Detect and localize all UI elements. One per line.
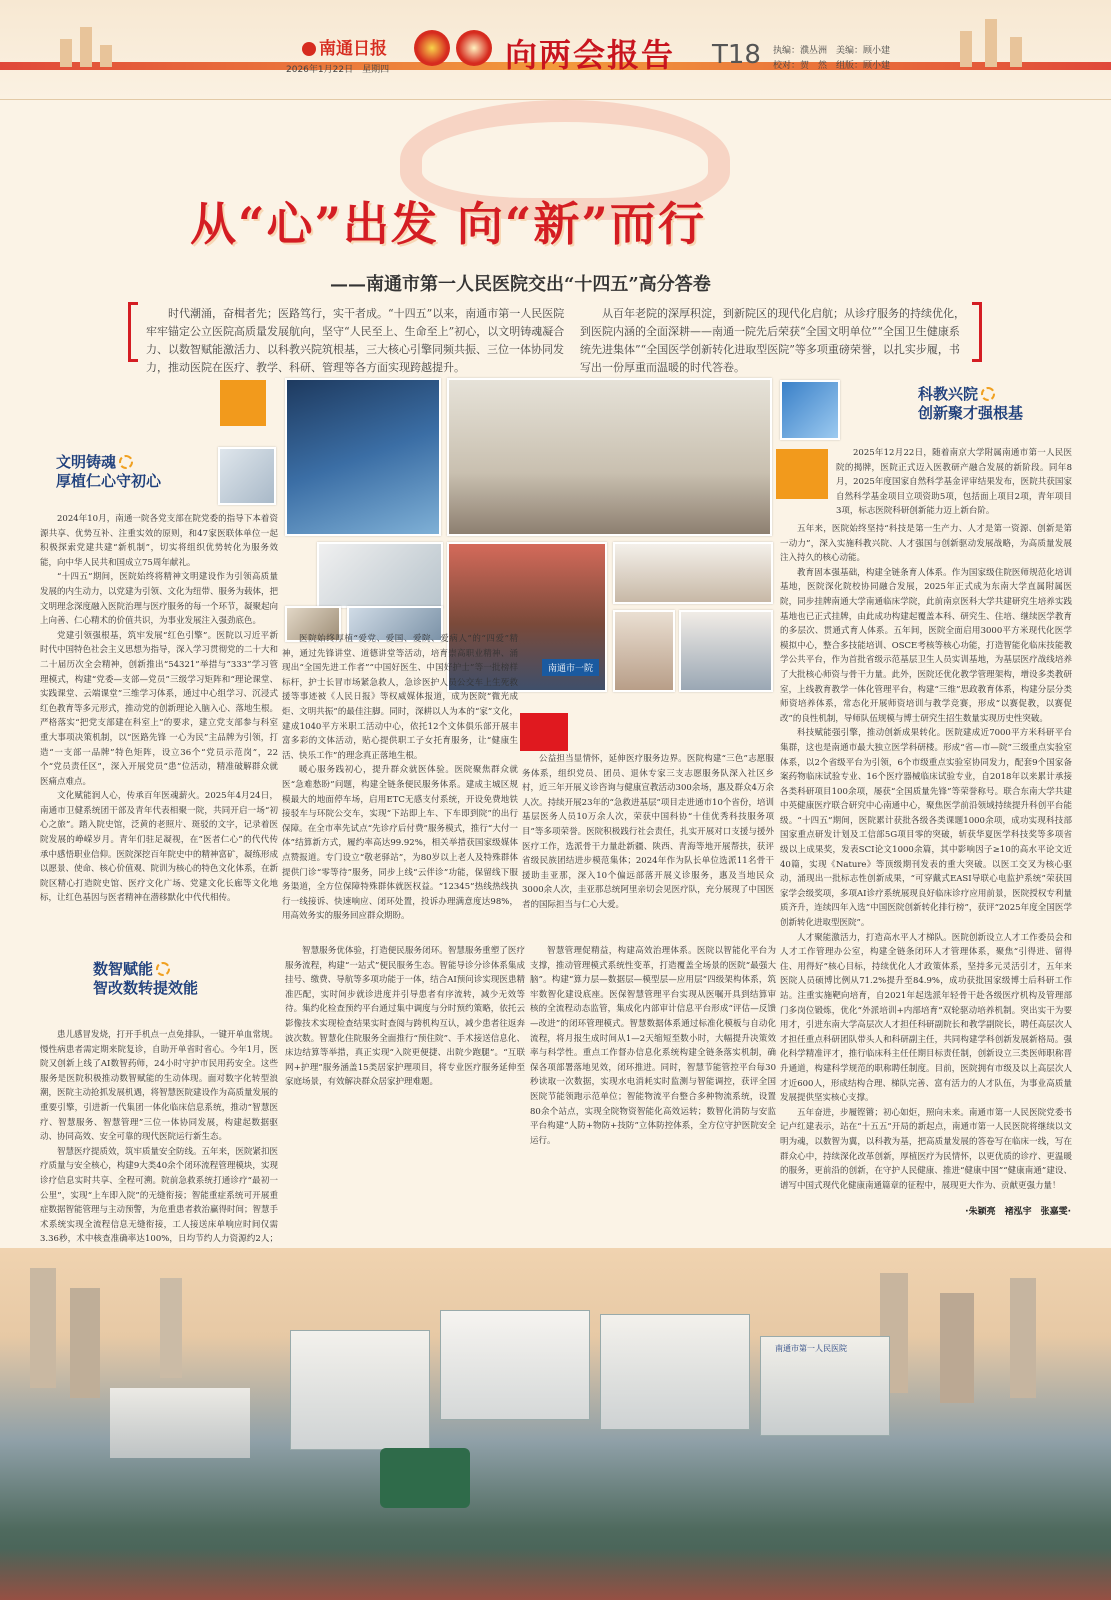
intro-right: 从百年老院的深厚积淀，到新院区的现代化启航；从诊疗服务的持续优化，到医院内涵的全面深耕——南通一院先后荣获“全国文明单位”“全国卫生健康系统先进集体”“全国医学创新转化进取型医院”等多项重磅荣誉，以扎实步履，书写出一份厚重而温暖的时代答卷。: [580, 307, 965, 374]
intro-bracket-left: [128, 302, 138, 362]
paragraph: 科技赋能强引擎，推动创新成果转化。医院建成近7000平方米科研平台集群，这也是南通市最大独立医学科研楼。形成“省—市—院”三级重点实验室体系，以2个省级平台为引领，6个市级重点实验室协同发力，配套9个国家备案药物临床试验专业、16个医疗器械临床试验专业，自2018年以来累计承接各类科研项目100余项，屡获“全国质量先锋”等荣誉称号。联合东南大学共建中英健康医疗联合研究中心南通中心，聚焦医学前沿领域持续提升科创平台能级。“十四五”期间，医院累计获批各级各类课题1000余项，成功实现科技部国家重点研发计划及工信部5G项目零的突破，斩获华夏医学科技奖等多项省级以上成果奖，发表SCI论文1000余篇，其中影响因子≥10的高水平论文近40篇，实现《Nature》等顶级期刊发表的重大突破。以医工交叉为核心驱动，涌现出一批标志性创新成果，“可穿戴式EASI导联心电监护系统”荣获国家学会级奖项，多项AI诊疗系统展现良好临床诊疗应用前景，医院授权专利量质齐升，连续四年入选“中国医院创新转化排行榜”，获评“2025年度全国医学创新转化进取型医院”。: [780, 728, 1072, 929]
skyline-decoration: [960, 31, 972, 67]
masthead: [0, 0, 1111, 100]
photo-clinic: [317, 542, 443, 608]
paragraph: 公益担当显情怀，延伸医疗服务边界。医院构建“三色”志愿服务体系，组织党员、团员、退休专家三支志愿服务队深入社区乡村，近三年开展义诊咨询与健康宣教活动300余场，惠及群众4万余人次。持续开展23年的“急救进基层”项目走进通市10个省份，培训基层医务人员10万余人次，荣获中国科协“十佳优秀科技服务项目”等多项荣誉。医院积极践行社会责任，扎实开展对口支援与援外医疗工作，选派骨干力量赴新疆、陕西、青海等地开展帮扶，获评省级民族团结进步模范集体；2024年作为队长单位选派11名骨干援助圭亚那，深入10个偏远部落开展义诊服务，惠及当地民众3000余人次，圭亚那总统阿里亲切会见医疗队，充分展现了中国医者的国际担当与仁心大爱。: [522, 754, 774, 910]
skyline-decoration: [80, 27, 92, 67]
sun-icon: [156, 962, 170, 976]
city-tower: [30, 1268, 56, 1388]
sun-icon: [981, 387, 995, 401]
hospital-building: [110, 1388, 250, 1458]
orange-block: [220, 380, 266, 426]
science-column: [780, 522, 1072, 1202]
photo-awards: [780, 380, 840, 440]
sun-icon: [119, 455, 133, 469]
cppcc-emblem-icon: [456, 30, 492, 66]
national-emblem-icon: [414, 30, 450, 66]
culture-column-2: [282, 632, 518, 924]
section-heading-science: 科教兴院 创新聚才强根基: [918, 385, 1024, 422]
digital-column-2: [285, 944, 525, 1244]
photo-history-museum: [447, 378, 772, 536]
city-tower: [160, 1278, 182, 1378]
skyline-decoration: [1010, 37, 1022, 67]
photo-campus-hall: [613, 542, 773, 604]
culture-column-1: [40, 512, 278, 924]
footer-band: [0, 1548, 1111, 1600]
paragraph: 智慧管理促精益，构建高效治理体系。医院以智能化平台为支撑，推动管理模式系统性变革，打造覆盖全场景的医院“最强大脑”。构建“算力层—数据层—模型层—应用层”四级架构体系，筑牢数智化建设底座。医保智慧管理平台实现从医嘱开具到结算审核的全流程动态监管，集成化内部审计信息平台形成“评估—反馈—改进”的闭环管理模式。智慧数据体系通过标准化模板与自动化流程，将月报生成时间从1—2天缩短至数小时，大幅提升决策效率与科学性。重点工作督办信息化系统构建全链条落实机制，确保各项部署落地见效，闭环推进。同时，智慧节能管控平台每30秒读取一次数据，实现水电消耗实时监测与智能调控，获评全国医院节能领跑示范单位；智能物流平台整合多种物流系统，设置80余个站点，实现全院物资智能化高效运转；数智化消防与安监平台构建“人防+物防+技防”立体防控体系，全方位守护医院安全运行。: [530, 946, 776, 1146]
paragraph: 文化赋能润人心，传承百年医魂薪火。2025年4月24日，南通市卫健系统团干部及青年代表相聚一院，共同开启一场“初心之旅”。踏入院史馆，泛黄的老照片、斑驳的文字，记录着医院发展的峥嵘岁月。青年们驻足凝视，在“医者仁心”的代代传承中感悟职业信仰。医院深挖百年院史中的精神富矿，凝练形成以愿景、使命、核心价值观、院训为核心的特色文化体系，在新院区精心打造院史馆、医疗文化广场、党建文化长廊等文化地标，让红色基因与医者精神在潜移默化中代代相传。: [40, 791, 279, 904]
building-sign: 南通市第一人民医院: [775, 1344, 847, 1353]
paragraph: 医院始终厚植“爱党、爱国、爱院、爱病人”的“四爱”精神，通过先锋讲堂、道德讲堂等活动，培育崇高职业精神、涌现出“全国先进工作者”“中国好医生、中国好护士”等一批榜样标杆，护士长冒市场紧急救人，急诊医护人员公交车上生死救援等事迹被《人民日报》等权威媒体报道，成为医院“微光成炬、文明共振”的最佳注脚。同时，深耕以人为本的“家”文化，建成1040平方米职工活动中心，依托12个文体俱乐部开展丰富多彩的文体活动，贴心提供职工子女托育服务，让“健康生活、快乐工作”的理念真正落地生根。: [282, 634, 518, 761]
paragraph: 暖心服务践初心，提升群众就医体验。医院聚焦群众就医“急难愁盼”问题，构建全链条便民服务体系。建成主城区规模最大的地面停车场，启用ETC无感支付系统，开设免费地铁接驳车与环院公交车，实现“下站即上车、下车即到院”的出行保障。在全市率先试点“先诊疗后付费”服务模式，推行“大付一体”结算新方式，履约率高达99.92%，相关举措获国家级媒体点赞报道。专门设立“敬老驿站”，为80岁以上老人及特殊群体提供门诊“零等待”服务，同步上线“云伴诊”功能，保留线下服务渠道，全方位保障特殊群体就医权益。“12345”热线热线执行一线接诉、快速响应、闭环处置，投诉办理满意度达98%，用高效务实的服务回应群众期盼。: [282, 765, 518, 922]
paragraph: 智慧医疗提质效，筑牢质量安全防线。五年来，医院紧扣医疗质量与安全核心，构建9大类40余个闭环流程管理模块，实现诊疗信息实时共享、全程可溯。院前急救系统打通诊疗“最初一公里”，实现“上车即入院”的无缝衔接；智能重症系统可开展重症数据智能管理与主动预警，为危重患者救治赢得时间；智慧手术系统实现全流程信息无缝衔接，工人接送床单响应时间仅需3.36秒，术中核查准确率达100%，日均节约人力资源约2人；: [40, 1146, 279, 1245]
paragraph: 智慧服务优体验，打造便民服务闭环。智慧服务重塑了医疗服务流程，构建“一站式”便民服务生态。智能导诊分诊体系集成挂号、缴费、导航等多项功能于一体，结合AI预问诊实现医患精准匹配，实时间步就诊进度并引导患者有序流转，减少无效等待。集约化检查预约平台通过集中调度与分时预约策略，依托云影像技术实现检查结果实时查阅与跨机构互认，减少患者往返奔波次数。智慧化住院服务全面推行“预住院”、手术接送信息化、床边结算等举措，真正实现“入院更便捷、出院少跑腿”。“互联网+护理”服务涵盖15类居家护理项目，将专业医疗服务延伸至家庭场景，有效解决群众居家护理难题。: [285, 946, 525, 1088]
city-tower: [70, 1288, 100, 1398]
intro-bracket-right: [972, 302, 982, 362]
hospital-building: [760, 1336, 890, 1436]
city-tower: [940, 1293, 974, 1403]
photo-lab-worker: [218, 447, 276, 505]
issue-date: 2026年1月22日 星期四: [286, 65, 390, 75]
paragraph: 患儿感冒发烧，打开手机点一点免排队，一键开单血常规。慢性病患者需定期来院复诊，自助开单省时省心。今年1月，医院又创新上线了AI数智药师，24小时守护市民用药安全。这些服务是医院积极推动数智赋能的生动体现。面对数字化转型浪潮，医院主动抢抓发展机遇，将智慧医院建设作为高质量发展的重要引擎，引进新一代集团一体化临床信息系统，推动“智慧医疗、智慧服务、智慧管理”三位一体协同发展，构建起数据驱动、协同高效、安全可靠的现代医院运行新生态。: [40, 1030, 279, 1143]
intro-left: 时代潮涌，奋楫者先；医路笃行，实干者成。“十四五”以来，南通市第一人民医院牢牢锚定公立医院高质量发展航向，坚守“人民至上、生命至上”初心，以文明铸魂凝合力、以数智赋能激活力、以科教兴院筑根基，三大核心引擎同频共振、三位一体协同发力，推动医院在医疗、教学、科研、管理等各方面实现跨越提升。: [146, 307, 565, 374]
digital-column-3: [530, 944, 776, 1244]
paragraph: 五年奋进，步履铿锵；初心如炬，照向未来。南通市第一人民医院党委书记卢红建表示，站在“十五五”开局的新起点，南通市第一人民医院将继续以文明为魂，以数智为翼，以科教为基，把高质量发展的答卷写在临床一线，写在群众心中，持续深化改革创新，厚植医疗为民情怀，以更优质的诊疗、更温暖的服务，更前沿的创新，在守护人民健康、推进“健康中国”“健康南通”建设、谱写中国式现代化健康南通篇章的征程中，展现更大作为、贡献更强力量！: [780, 1107, 1072, 1191]
hospital-building: [290, 1330, 430, 1450]
page-number: T18: [712, 40, 761, 70]
green-roof: [380, 1448, 470, 1508]
section-heading-culture: 文明铸魂 厚植仁心守初心: [56, 453, 162, 490]
newspaper-logo: 南通日报: [302, 34, 387, 59]
paragraph: 五年来，医院始终坚持“科技是第一生产力、人才是第一资源、创新是第一动力”，深入实施科教兴院、人才强国与创新驱动发展战略，为高质量发展注入持久的核心动能。: [780, 524, 1072, 564]
subheadline: ——南通市第一人民医院交出“十四五”高分答卷: [330, 274, 711, 295]
section-title: 向两会报告: [505, 36, 676, 74]
science-intro: [836, 446, 1072, 518]
editor-credits: 执编：濮丛洲 美编：顾小建 校对：贺 然 组版：顾小建: [773, 46, 891, 71]
photo-staff: [679, 610, 773, 692]
hospital-building: [440, 1310, 590, 1420]
hospital-building: [600, 1314, 750, 1430]
digital-column-1: [40, 1028, 278, 1244]
skyline-decoration: [100, 45, 112, 67]
photo-elderly-service: [613, 610, 675, 692]
paragraph: “十四五”期间，医院始终将精神文明建设作为引领高质量发展的内生动力，以党建为引领、文化为纽带、服务为载体，把文明理念深度融入医院治理与医疗服务的每一个环节，凝聚起向上向善、仁心精术的价值共识，为事业发展注入强劲底色。: [40, 572, 279, 627]
hospital-aerial-photo: [0, 1248, 1111, 1600]
hospital-sign: 南通市一院: [542, 659, 599, 676]
byline: ·朱颖亮 褚泓宇 张嘉雯·: [965, 1207, 1071, 1217]
red-block: [520, 713, 568, 751]
section-heading-digital: 数智赋能 智改数转提效能: [93, 960, 199, 997]
paragraph: 2025年12月22日，随着南京大学附属南通市第一人民医院的揭牌，医院正式迈入医教研产融合发展的新阶段。同年8月，2025年度国家自然科学基金评审结果发布，医院共获国家自然科学基金项目立项资助5项，包括面上项目2项，青年项目3项，标志医院科研创新能力迈上新台阶。: [836, 448, 1072, 517]
city-tower: [1010, 1278, 1036, 1398]
paragraph: 党建引领强根基，筑牢发展“红色引擎”。医院以习近平新时代中国特色社会主义思想为指导，深入学习贯彻党的二十大和二十届历次全会精神，创新推出“54321”举措与“333”学习管理模式，构建“党委—支部—党员”三级学习矩阵和“理论课堂、实践课堂、云端课堂”三维学习体系，通过中心组学习、沉浸式红色教育等多元形式，推动党的创新理论入脑入心、落地生根。严格落实“把党支部建在科室上”的要求，建立党支部参与科室重大事项决策机制，以“医路先锋 一心为民”主品牌为引领，打造“一支部一品牌”特色矩阵，设立36个“党员示范岗”，22个“党员责任区”，深入开展党员“患”位活动，精准破解群众就医痛点难点。: [40, 630, 279, 787]
logo-icon: [302, 42, 316, 56]
paragraph: 人才聚能激活力，打造高水平人才梯队。医院创新设立人才工作委员会和人才工作管理办公室，构建全链条闭环人才管理体系，聚焦“引得进、留得住、用得好”核心目标，持续优化人才政策体系，坚持多元灵活引才，五年来医院人员硕博比例从71.2%提升至84.9%，成功获批国家级博士后科研工作站。注重实施靶向培育，自2021年起选派年轻骨干赴各级医疗机构及管理部门多岗位锻炼，优化“外派培训+内部培育”双轮驱动培养机制。突出实干为要用才，引进东南大学高层次人才担任科研副院长和教学副院长，聘任高层次人才担任重点科研团队带头人和科研副主任，共同构建学科创新发展新格局。强化科学精准评才，推行临床科主任任期目标责任制，创新设立三类医师职称晋升通道，构建科学规范的职称聘任制度。目前，医院拥有市级及以上高层次人才近600人，形成结构合理、梯队完善、富有活力的人才队伍，为事业高质量发展提供坚实核心支撑。: [780, 932, 1072, 1104]
paragraph: 2024年10月，南通一院各党支部在院党委的指导下本着资源共享、优势互补、注重实效的原则，和47家医联体单位一起积极探索党建共建“新机制”，切实将组织优势转化为服务效能，向中华人民共和国成立75周年献礼。: [40, 514, 278, 568]
photo-surgery: [285, 378, 441, 536]
paragraph: 教育固本强基础，构建全链条育人体系。作为国家级住院医师规范化培训基地，医院深化院校协同融合发展，2025年正式成为东南大学直属附属医院，同步挂牌南通大学南通临床学院，此前南京医科大学共建研究生培养实践基地也已正式挂牌，由此成功构建起覆盖本科、研究生、住培、继续医学教育的多层次、贯通式育人体系。五年间，医院全面启用3000平方米现代化医学模拟中心，整合多技能培训、OSCE考核等核心功能，打造智能化临床技能教学公共平台，作为首批省级示范基层卫生人员实训基地，为基层医疗战线培养了大批核心师资与骨干力量。此外，医院还优化教学管理架构，增设多类教研室，上线教育教学一体化管理平台，构建“三维”思政教育体系，构建分层分类师资培养体系，常态化开展师资培训与教学竞赛，形成“以赛促教，以赛促改”的良性机制，导师队伍规模与博士研究生招生数量实现历史性突破。: [780, 567, 1072, 724]
headline: 从“心”出发 向“新”而行: [190, 197, 706, 251]
orange-block: [776, 449, 828, 499]
skyline-decoration: [985, 19, 997, 67]
skyline-decoration: [60, 39, 72, 67]
culture-column-3: [522, 752, 774, 924]
